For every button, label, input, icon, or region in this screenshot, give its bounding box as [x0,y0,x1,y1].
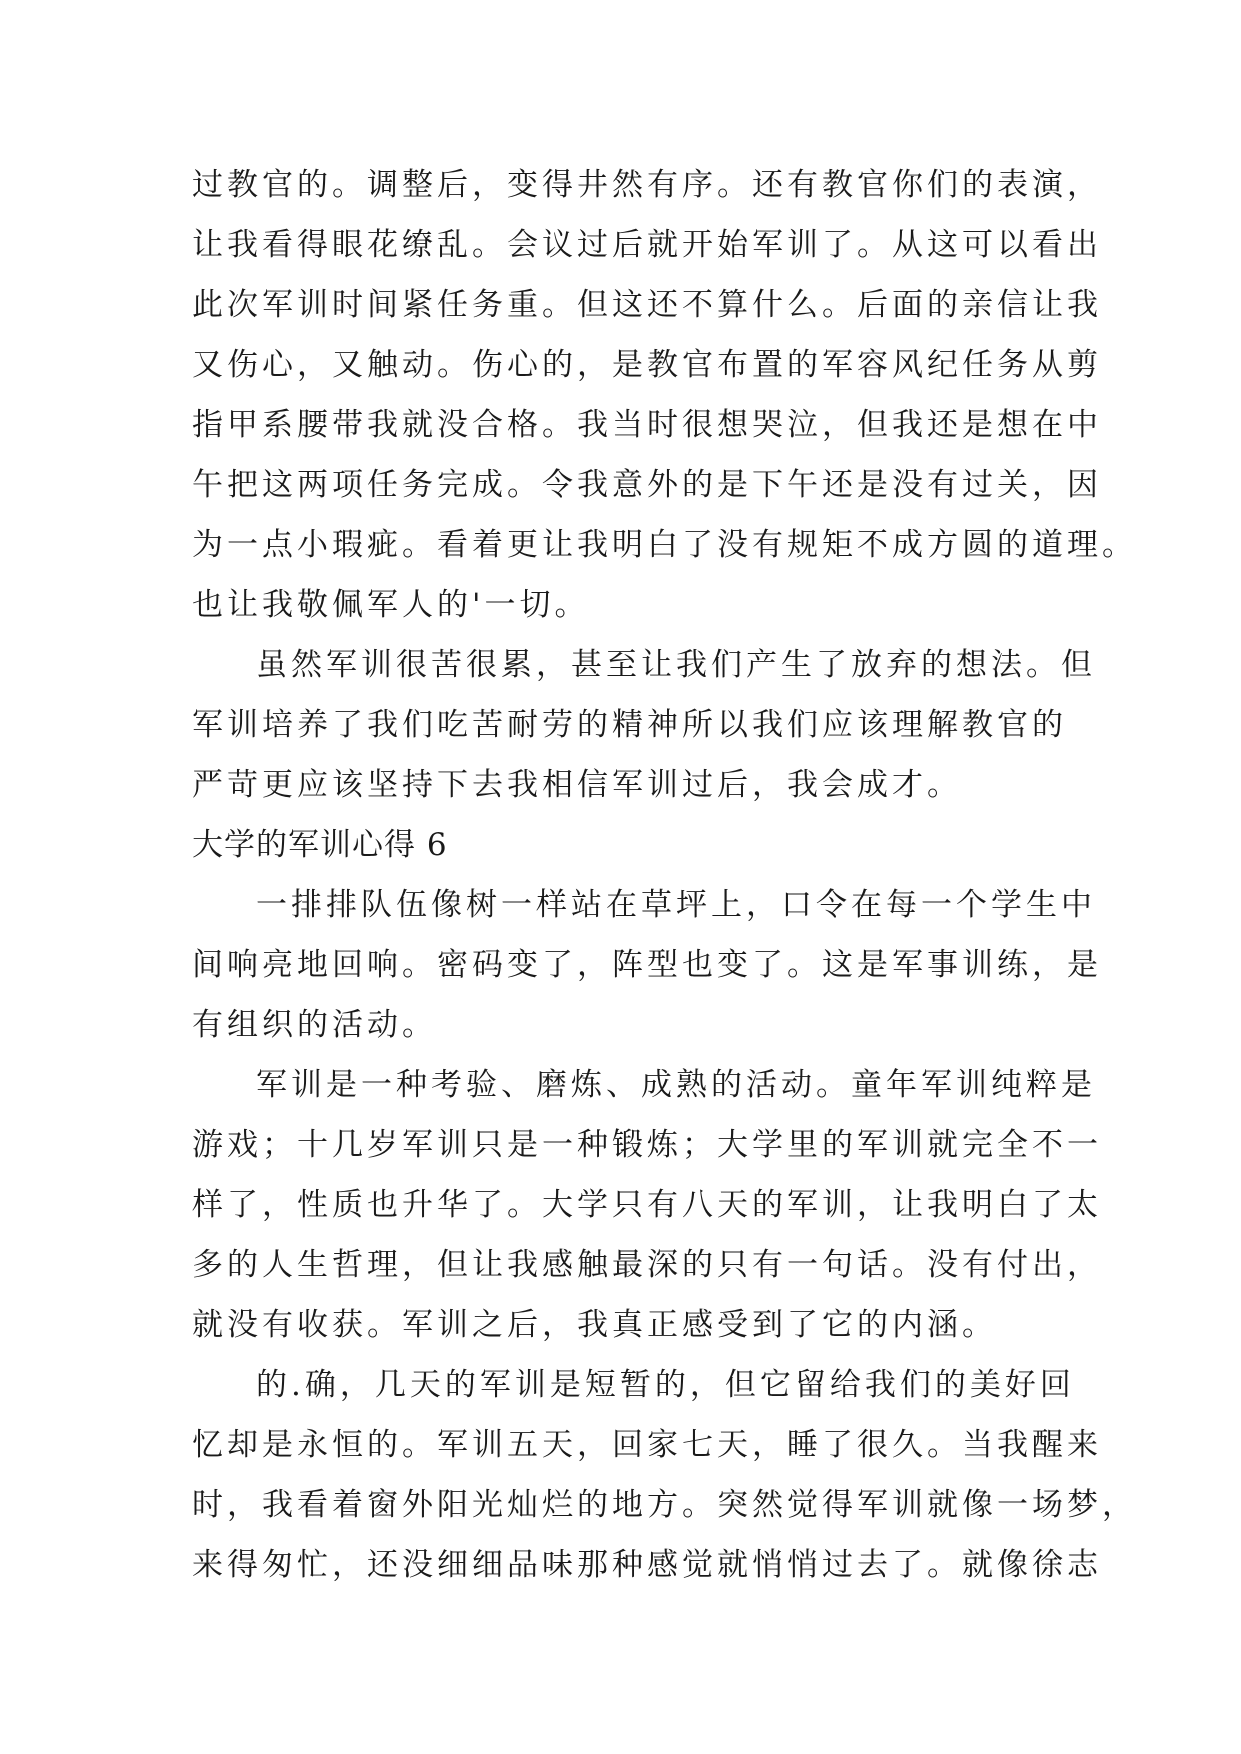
paragraph-line: 时，我看着窗外阳光灿烂的地方。突然觉得军训就像一场梦， [192,1487,1137,1523]
paragraph-line: 来得匆忙，还没细细品味那种感觉就悄悄过去了。就像徐志 [192,1547,1102,1583]
paragraph-line: 指甲系腰带我就没合格。我当时很想哭泣，但我还是想在中 [192,407,1102,443]
paragraph-line: 又伤心，又触动。伤心的，是教官布置的军容风纪任务从剪 [192,347,1102,383]
paragraph-line: 样了，性质也升华了。大学只有八天的军训，让我明白了太 [192,1187,1102,1223]
paragraph-line: 此次军训时间紧任务重。但这还不算什么。后面的亲信让我 [192,287,1102,323]
paragraph-line: 午把这两项任务完成。令我意外的是下午还是没有过关，因 [192,467,1102,503]
paragraph-line: 虽然军训很苦很累，甚至让我们产生了放弃的想法。但 [256,647,1096,683]
paragraph-line: 军训是一种考验、磨炼、成熟的活动。童年军训纯粹是 [256,1067,1096,1103]
paragraph-line: 也让我敬佩军人的'一切。 [192,587,590,623]
paragraph-line: 一排排队伍像树一样站在草坪上，口令在每一个学生中 [256,887,1096,923]
paragraph-line: 的.确，几天的军训是短暂的，但它留给我们的美好回 [256,1367,1075,1403]
paragraph-line: 军训培养了我们吃苦耐劳的精神所以我们应该理解教官的 [192,707,1067,743]
paragraph-line: 游戏；十几岁军训只是一种锻炼；大学里的军训就完全不一 [192,1127,1102,1163]
section-heading: 大学的军训心得 6 [192,827,448,863]
paragraph-line: 过教官的。调整后，变得井然有序。还有教官你们的表演， [192,167,1102,203]
paragraph-line: 为一点小瑕疵。看着更让我明白了没有规矩不成方圆的道理。 [192,527,1137,563]
paragraph-line: 就没有收获。军训之后，我真正感受到了它的内涵。 [192,1307,997,1343]
paragraph-line: 忆却是永恒的。军训五天，回家七天，睡了很久。当我醒来 [192,1427,1102,1463]
paragraph-line: 有组织的活动。 [192,1007,437,1043]
paragraph-line: 严苛更应该坚持下去我相信军训过后，我会成才。 [192,767,962,803]
paragraph-line: 让我看得眼花缭乱。会议过后就开始军训了。从这可以看出 [192,227,1102,263]
paragraph-line: 多的人生哲理，但让我感触最深的只有一句话。没有付出， [192,1247,1102,1283]
paragraph-line: 间响亮地回响。密码变了，阵型也变了。这是军事训练，是 [192,947,1102,983]
